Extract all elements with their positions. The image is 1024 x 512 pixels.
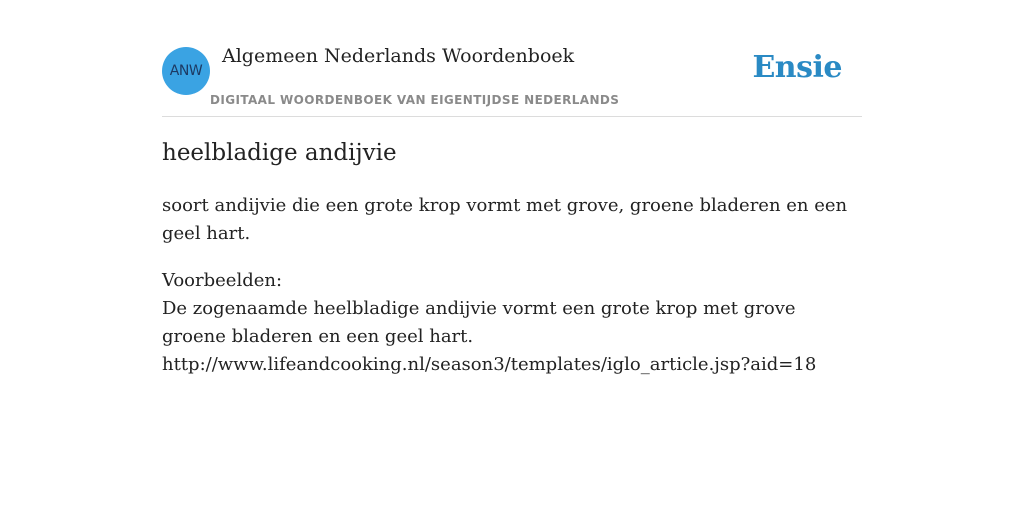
example-source: http://www.lifeandcooking.nl/season3/templates/iglo_article.jsp?aid=18 [162,354,817,375]
headword: heelbladige andijvie [162,140,397,166]
ensie-brand-logo[interactable]: Ensie [752,50,842,85]
definition: soort andijvie die een grote krop vormt met grove, groene bladeren en een geel hart. [162,195,848,244]
example-text: De zogenaamde heelbladige andijvie vormt een grote krop met grove groene bladeren en een geel hart. [162,298,796,347]
site-header [162,0,862,117]
site-title[interactable]: Algemeen Nederlands Woordenboek [222,45,575,67]
anw-logo[interactable]: ANW [162,47,210,95]
site-subtitle: DIGITAAL WOORDENBOEK VAN EIGENTIJDSE NEDERLANDS [210,93,620,107]
entry-card [162,0,862,375]
examples-section [162,267,862,379]
examples-label: Voorbeelden: [162,270,283,291]
